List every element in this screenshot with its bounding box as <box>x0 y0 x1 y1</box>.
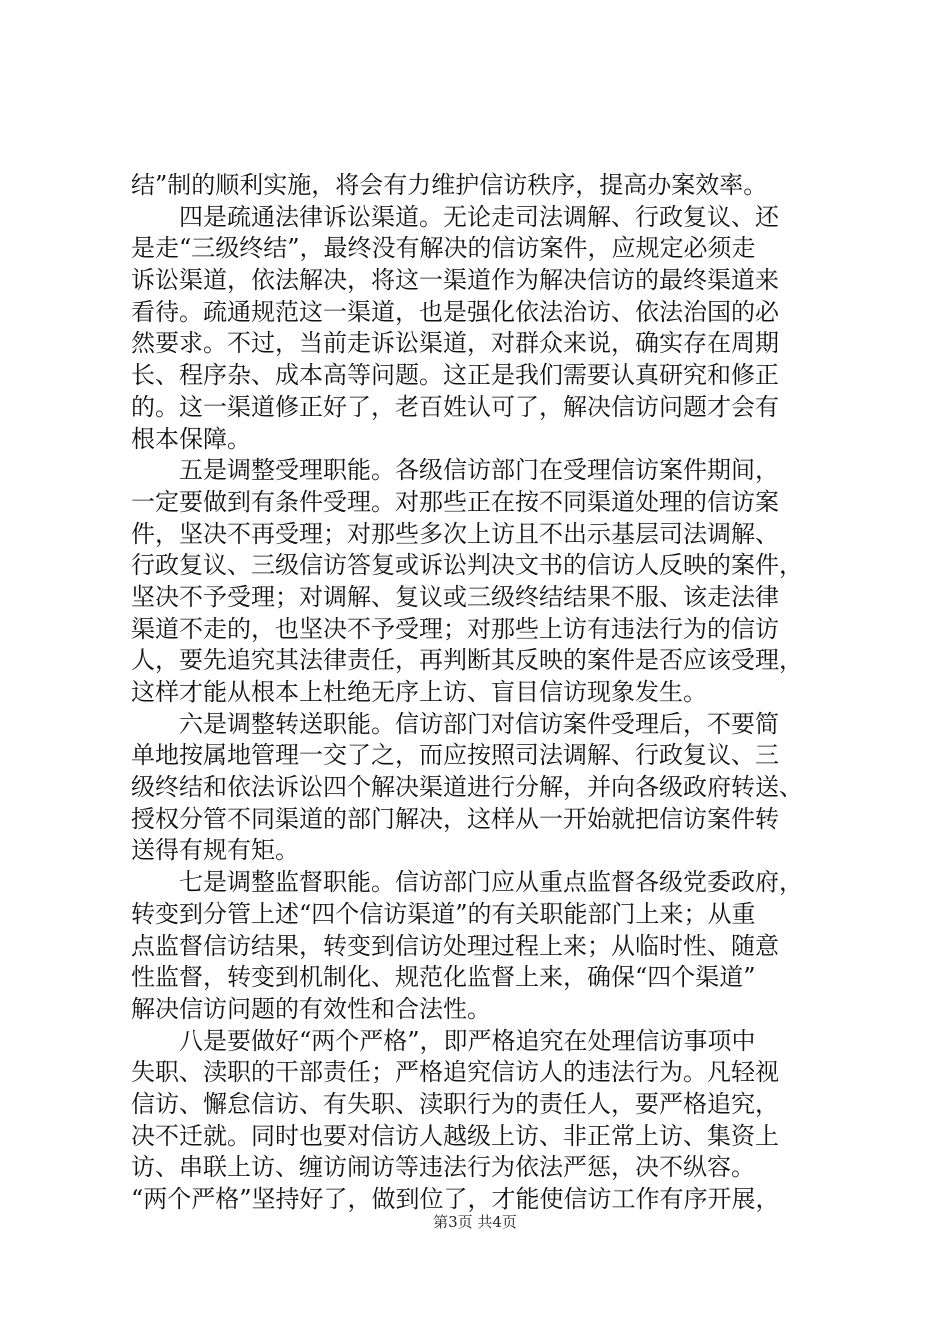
text-line: 转变到分管上述“四个信访渠道”的有关职能部门上来；从重 <box>131 899 756 928</box>
text-line: 人，要先追究其法律责任，再判断其反映的案件是否应该受理， <box>131 646 803 675</box>
text-line: 根本保障。 <box>131 424 251 453</box>
text-line: 然要求。不过，当前走诉讼渠道，对群众来说，确实存在周期 <box>131 329 779 358</box>
text-line: 七是调整监督职能。信访部门应从重点监督各级党委政府， <box>131 868 803 897</box>
text-line: 解决信访问题的有效性和合法性。 <box>131 994 491 1023</box>
text-line: 级终结和依法诉讼四个解决渠道进行分解，并向各级政府转送、 <box>131 773 803 802</box>
text-line: 的。这一渠道修正好了，老百姓认可了，解决信访问题才会有 <box>131 392 779 421</box>
text-line: 八是要做好“两个严格”，即严格追究在处理信访事项中 <box>131 1026 756 1055</box>
body-text <box>131 170 831 1216</box>
text-line: 六是调整转送职能。信访部门对信访案件受理后，不要简 <box>131 709 779 738</box>
text-line: 看待。疏通规范这一渠道，也是强化依法治访、依法治国的必 <box>131 297 779 326</box>
page-number-footer: 第3页 共4页 <box>433 1213 517 1231</box>
text-line: 性监督，转变到机制化、规范化监督上来，确保“四个渠道” <box>131 963 756 992</box>
text-line: 行政复议、三级信访答复或诉讼判决文书的信访人反映的案件， <box>131 551 803 580</box>
text-line: 渠道不走的，也坚决不予受理；对那些上访有违法行为的信访 <box>131 614 779 643</box>
text-line: 五是调整受理职能。各级信访部门在受理信访案件期间， <box>131 456 779 485</box>
text-line: 一定要做到有条件受理。对那些正在按不同渠道处理的信访案 <box>131 487 779 516</box>
text-line: 件，坚决不再受理；对那些多次上访且不出示基层司法调解、 <box>131 519 779 548</box>
text-line: 是走“三级终结”，最终没有解决的信访案件，应规定必须走 <box>131 234 756 263</box>
text-line: 长、程序杂、成本高等问题。这正是我们需要认真研究和修正 <box>131 361 779 390</box>
text-line: 坚决不予受理；对调解、复议或三级终结结果不服、该走法律 <box>131 582 779 611</box>
text-line: 授权分管不同渠道的部门解决，这样从一开始就把信访案件转 <box>131 804 779 833</box>
text-line: 信访、懈怠信访、有失职、渎职行为的责任人，要严格追究， <box>131 1089 779 1118</box>
text-line: 结”制的顺利实施，将会有力维护信访秩序，提高办案效率。 <box>131 171 768 199</box>
text-line: 单地按属地管理一交了之，而应按照司法调解、行政复议、三 <box>131 741 779 770</box>
text-line: 决不迁就。同时也要对信访人越级上访、非正常上访、集资上 <box>131 1121 779 1150</box>
text-line: 访、串联上访、缠访闹访等违法行为依法严惩，决不纵容。 <box>131 1153 755 1182</box>
text-line: 点监督信访结果，转变到信访处理过程上来；从临时性、随意 <box>131 931 779 960</box>
text-line: “两个严格”坚持好了，做到位了，才能使信访工作有序开展， <box>131 1185 780 1213</box>
text-line: 这样才能从根本上杜绝无序上访、盲目信访现象发生。 <box>131 678 707 706</box>
text-line: 失职、渎职的干部责任；严格追究信访人的违法行为。凡轻视 <box>131 1058 779 1087</box>
text-line: 诉讼渠道，依法解决，将这一渠道作为解决信访的最终渠道来 <box>131 266 779 295</box>
text-line: 四是疏通法律诉讼渠道。无论走司法调解、行政复议、还 <box>131 202 779 231</box>
text-line: 送得有规有矩。 <box>131 836 299 865</box>
